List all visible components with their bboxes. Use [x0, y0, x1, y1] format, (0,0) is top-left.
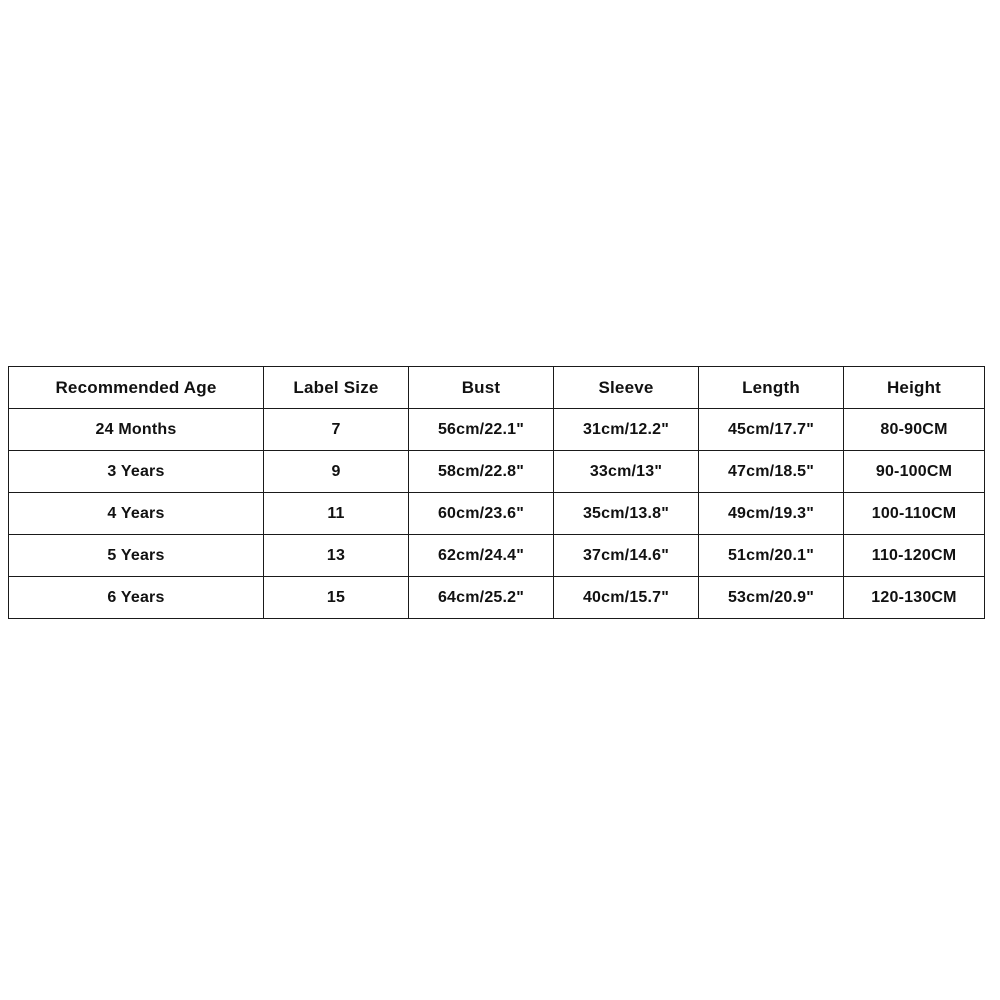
table-row — [9, 451, 985, 493]
cell-recommended-age: 3 Years — [9, 451, 264, 493]
cell-label-size: 11 — [264, 493, 409, 535]
cell-sleeve: 37cm/14.6" — [554, 535, 699, 577]
cell-length: 45cm/17.7" — [699, 409, 844, 451]
cell-height: 90-100CM — [844, 451, 985, 493]
column-header-sleeve: Sleeve — [554, 367, 699, 409]
cell-recommended-age: 4 Years — [9, 493, 264, 535]
cell-bust: 58cm/22.8" — [409, 451, 554, 493]
cell-label-size: 13 — [264, 535, 409, 577]
cell-bust: 56cm/22.1" — [409, 409, 554, 451]
table-row — [9, 535, 985, 577]
cell-sleeve: 31cm/12.2" — [554, 409, 699, 451]
cell-length: 47cm/18.5" — [699, 451, 844, 493]
column-header-recommended-age: Recommended Age — [9, 367, 264, 409]
cell-recommended-age: 24 Months — [9, 409, 264, 451]
cell-sleeve: 35cm/13.8" — [554, 493, 699, 535]
cell-sleeve: 33cm/13" — [554, 451, 699, 493]
table-row — [9, 577, 985, 619]
cell-height: 100-110CM — [844, 493, 985, 535]
size-chart-table — [8, 366, 985, 619]
cell-height: 80-90CM — [844, 409, 985, 451]
column-header-bust: Bust — [409, 367, 554, 409]
cell-height: 110-120CM — [844, 535, 985, 577]
cell-height: 120-130CM — [844, 577, 985, 619]
table-row — [9, 493, 985, 535]
size-chart-container — [8, 366, 984, 619]
cell-length: 51cm/20.1" — [699, 535, 844, 577]
cell-recommended-age: 6 Years — [9, 577, 264, 619]
cell-label-size: 9 — [264, 451, 409, 493]
cell-recommended-age: 5 Years — [9, 535, 264, 577]
cell-label-size: 7 — [264, 409, 409, 451]
cell-length: 49cm/19.3" — [699, 493, 844, 535]
table-header — [9, 367, 985, 409]
column-header-height: Height — [844, 367, 985, 409]
cell-length: 53cm/20.9" — [699, 577, 844, 619]
column-header-label-size: Label Size — [264, 367, 409, 409]
cell-bust: 64cm/25.2" — [409, 577, 554, 619]
cell-sleeve: 40cm/15.7" — [554, 577, 699, 619]
table-body — [9, 409, 985, 619]
table-header-row — [9, 367, 985, 409]
cell-bust: 60cm/23.6" — [409, 493, 554, 535]
cell-label-size: 15 — [264, 577, 409, 619]
cell-bust: 62cm/24.4" — [409, 535, 554, 577]
table-row — [9, 409, 985, 451]
column-header-length: Length — [699, 367, 844, 409]
